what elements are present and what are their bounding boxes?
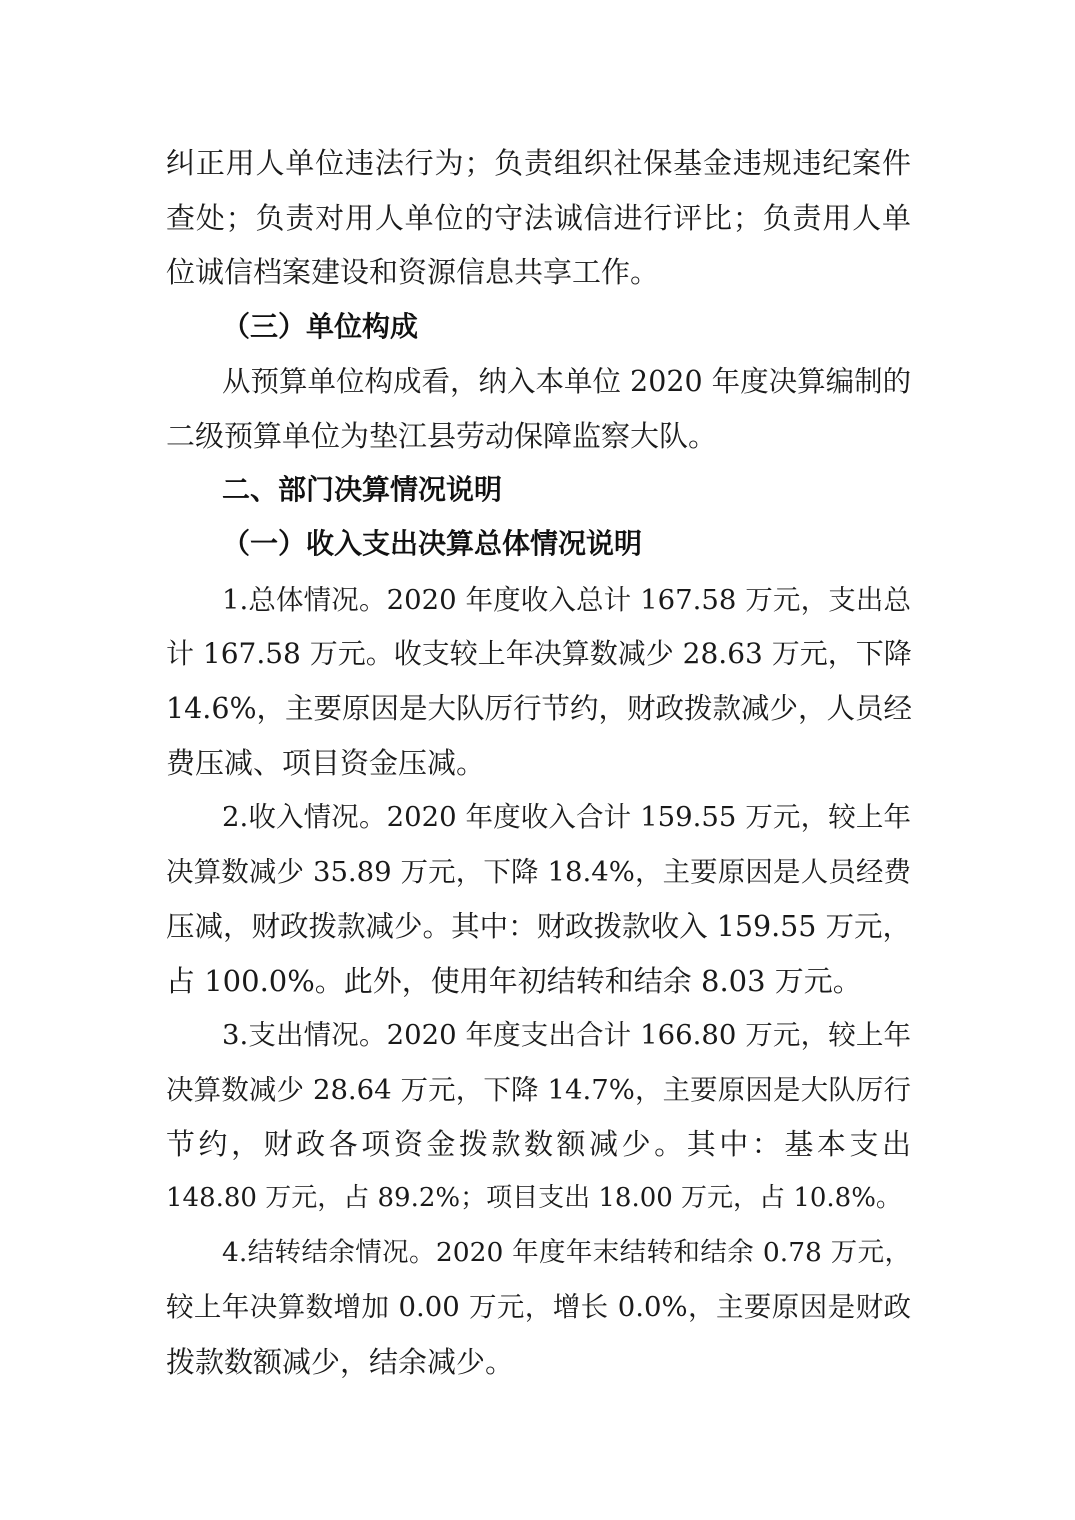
overall-line-4: 费压减、项目资金压减。 [166, 746, 486, 780]
expenditure-line-4: 148.80 万元，占 89.2%；项目支出 18.00 万元，占 10.8%。 [166, 1183, 902, 1213]
income-line-4: 占 100.0%。此外，使用年初结转和结余 8.03 万元。 [166, 964, 862, 998]
carryover-line-1: 4.结转结余情况。2020 年度年末结转和结余 0.78 万元， [222, 1237, 911, 1268]
composition-line-1: 从预算单位构成看，纳入本单位 2020 年度决算编制的 [222, 365, 912, 398]
heading-overall: （一）收入支出决算总体情况说明 [222, 527, 643, 560]
heading-section-two: 二、部门决算情况说明 [222, 473, 503, 506]
overall-line-3: 14.6%，主要原因是大队厉行节约，财政拨款减少，人员经 [166, 692, 913, 725]
expenditure-line-1: 3.支出情况。2020 年度支出合计 166.80 万元，较上年 [222, 1019, 911, 1051]
overall-line-1: 1.总体情况。2020 年度收入总计 167.58 万元，支出总 [222, 584, 911, 616]
expenditure-line-2: 决算数减少 28.64 万元，下降 14.7%，主要原因是大队厉行 [166, 1074, 911, 1106]
carryover-line-2: 较上年决算数增加 0.00 万元，增长 0.0%，主要原因是财政 [166, 1291, 911, 1323]
income-line-1: 2.收入情况。2020 年度收入合计 159.55 万元，较上年 [222, 801, 911, 833]
duties-line-3: 位诚信档案建设和资源信息共享工作。 [166, 255, 660, 289]
composition-line-2: 二级预算单位为垫江县劳动保障监察大队。 [166, 419, 718, 453]
duties-line-2: 查处；负责对用人单位的守法诚信进行评比；负责用人单 [166, 201, 911, 235]
expenditure-line-3: 节约，财政各项资金拨款数额减少。其中：基本支出 [166, 1127, 911, 1161]
heading-unit-composition: （三）单位构成 [222, 310, 419, 343]
income-line-2: 决算数减少 35.89 万元，下降 18.4%，主要原因是人员经费 [166, 856, 911, 888]
carryover-line-3: 拨款数额减少，结余减少。 [166, 1345, 515, 1379]
duties-line-1: 纠正用人单位违法行为；负责组织社保基金违规违纪案件 [166, 146, 911, 180]
income-line-3: 压减，财政拨款减少。其中：财政拨款收入 159.55 万元， [166, 910, 911, 943]
overall-line-2: 计 167.58 万元。收支较上年决算数减少 28.63 万元，下降 [166, 637, 912, 670]
